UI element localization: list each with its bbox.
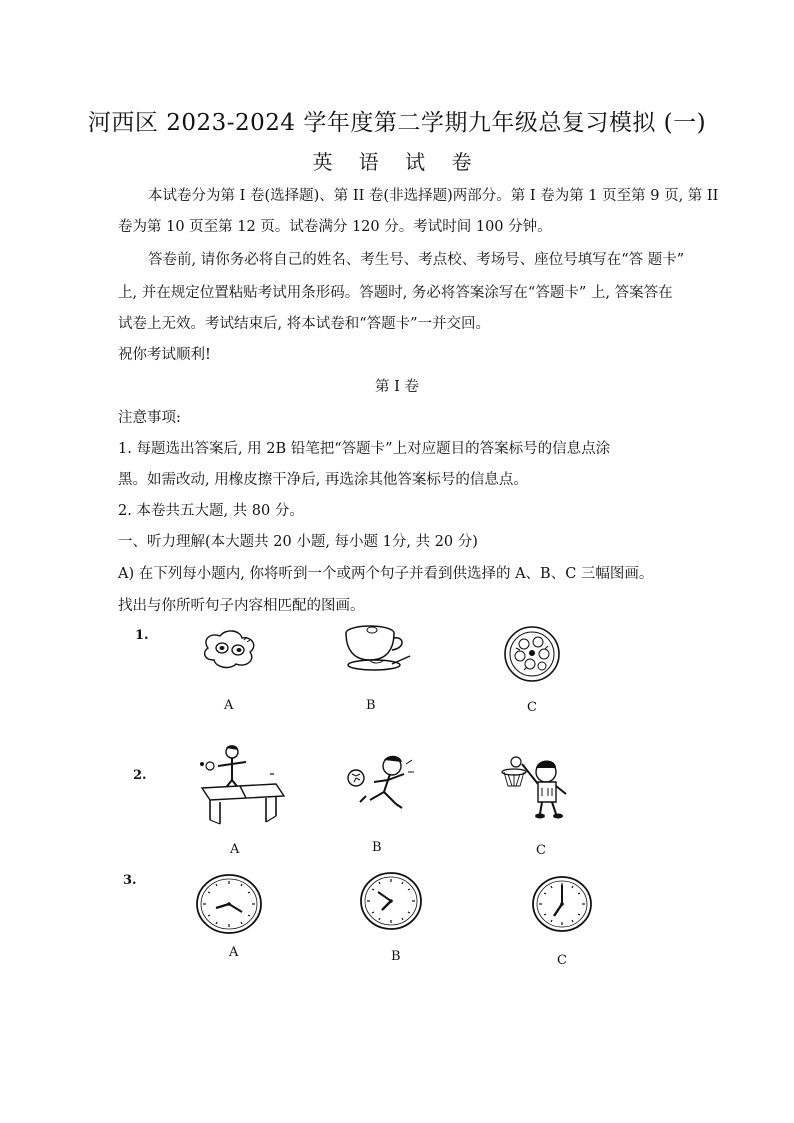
football-kick-icon <box>344 752 416 814</box>
option-label: B <box>366 698 376 713</box>
option-label: C <box>557 953 567 968</box>
intro-paragraph-2-line-1: 答卷前, 请你务必将自己的姓名、考生号、考点校、考场号、座位号填写在“答 题卡” <box>148 252 685 268</box>
section-heading: 第 I 卷 <box>375 379 419 395</box>
intro-paragraph-2-line-2: 上, 并在规定位置粘贴考试用条形码。答题时, 务必将答案涂写在“答题卡” 上, 答案答在 <box>118 285 673 301</box>
intro-paragraph-2-line-3: 试卷上无效。考试结束后, 将本试卷和“答题卡”一并交回。 <box>118 316 491 332</box>
clock-icon <box>360 872 422 930</box>
clock-icon <box>532 876 592 932</box>
option-label: C <box>536 843 546 858</box>
intro-paragraph-1-line-1: 本试卷分为第 I 卷(选择题)、第 II 卷(非选择题)两部分。第 I 卷为第 1 页至第 9 页, 第 II <box>148 188 719 204</box>
note-2: 2. 本卷共五大题, 共 80 分。 <box>118 503 304 519</box>
option-label: B <box>372 840 382 855</box>
listening-heading: 一、听力理解(本大题共 20 小题, 每小题 1分, 共 20 分) <box>118 534 478 550</box>
food-plate-icon <box>504 626 560 682</box>
fried-eggs-icon <box>200 628 260 670</box>
question-number: 1. <box>135 628 149 643</box>
option-label: A <box>224 698 234 713</box>
part-a-instruction-line-1: A) 在下列每小题内, 你将听到一个或两个句子并看到供选择的 A、B、C 三幅图画。 <box>118 566 654 582</box>
page-title: 河西区 2023-2024 学年度第二学期九年级总复习模拟 (一) <box>87 110 707 136</box>
note-1-line-2: 黑。如需改动, 用橡皮擦干净后, 再选涂其他答案标号的信息点。 <box>118 472 528 488</box>
clock-icon <box>196 874 262 934</box>
teacup-icon <box>340 620 412 672</box>
option-label: B <box>391 949 401 964</box>
question-number: 3. <box>123 873 137 888</box>
basketball-icon <box>500 752 576 822</box>
part-a-instruction-line-2: 找出与你所听句子内容相匹配的图画。 <box>118 598 365 614</box>
intro-paragraph-1-line-2: 卷为第 10 页至第 12 页。试卷满分 120 分。考试时间 100 分钟。 <box>118 219 552 235</box>
page-subtitle: 英 语 试 卷 <box>312 150 482 174</box>
question-number: 2. <box>133 768 147 783</box>
wish-text: 祝你考试顺利! <box>118 347 211 363</box>
option-label: A <box>230 842 240 857</box>
note-1-line-1: 1. 每题选出答案后, 用 2B 铅笔把“答题卡”上对应题目的答案标号的信息点涂 <box>118 441 611 457</box>
option-label: A <box>229 945 239 960</box>
option-label: C <box>527 700 537 715</box>
notes-title: 注意事项: <box>118 410 181 426</box>
table-tennis-icon <box>196 744 286 830</box>
